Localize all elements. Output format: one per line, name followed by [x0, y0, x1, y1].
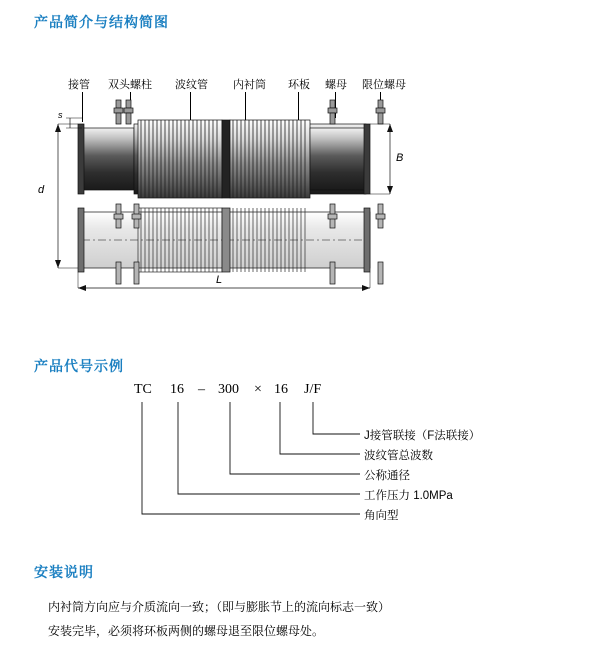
code-desc-2: 公称通径	[364, 470, 410, 482]
dimension-label-d: d	[38, 184, 45, 196]
expansion-joint-drawing	[30, 62, 570, 292]
callout-label-4: 环板	[288, 79, 310, 91]
code-leader-lines	[30, 382, 570, 542]
callout-label-1: 双头螺柱	[108, 79, 152, 91]
dimension-label-s: s	[58, 110, 63, 120]
code-desc-4: 角向型	[364, 510, 399, 522]
dimension-label-B: B	[396, 152, 404, 164]
structure-diagram	[30, 62, 570, 292]
install-note-1: 安装完毕，必须将环板两侧的螺母退至限位螺母处。	[48, 624, 325, 638]
callout-label-5: 螺母	[325, 79, 347, 91]
code-token-times: ×	[254, 382, 262, 397]
code-desc-0: J接管联接（F法联接）	[364, 430, 481, 442]
code-token-dash: –	[198, 382, 205, 397]
dimension-label-L: L	[216, 274, 223, 286]
callout-label-2: 波纹管	[175, 79, 208, 91]
install-notes	[48, 598, 568, 646]
section-title-install: 安装说明	[34, 564, 94, 580]
code-token-pressure: 16	[170, 382, 184, 397]
section-title-structure: 产品简介与结构简图	[34, 14, 169, 30]
code-token-waves: 16	[274, 382, 288, 397]
code-token-type: TC	[134, 382, 152, 397]
section-title-code: 产品代号示例	[34, 358, 124, 374]
callout-label-6: 限位螺母	[362, 79, 406, 91]
callout-label-3: 内衬筒	[233, 79, 266, 91]
code-token-joint: J/F	[304, 382, 322, 397]
code-token-diameter: 300	[218, 382, 239, 397]
code-desc-3: 工作压力 1.0MPa	[364, 490, 453, 502]
install-note-0: 内衬筒方向应与介质流向一致；（即与膨胀节上的流向标志一致）	[48, 600, 391, 614]
product-code-diagram	[30, 382, 570, 542]
callout-label-0: 接管	[68, 79, 90, 91]
code-desc-1: 波纹管总波数	[364, 450, 433, 462]
